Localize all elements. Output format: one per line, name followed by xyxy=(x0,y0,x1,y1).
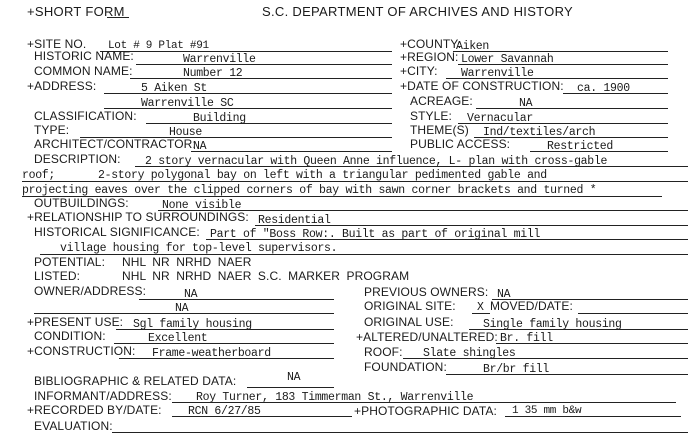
original-site-label: ORIGINAL SITE: xyxy=(364,299,456,313)
listed-label: LISTED: xyxy=(34,269,81,283)
public-access-value: Restricted xyxy=(547,140,614,153)
site-no-line xyxy=(100,51,392,52)
style-label: STYLE: xyxy=(410,109,452,123)
common-name-value: Number 12 xyxy=(183,67,243,80)
altered-label: +ALTERED/UNALTERED: xyxy=(356,330,498,344)
architect-value: NA xyxy=(193,140,207,153)
potential-options: NHL NR NRHD NAER xyxy=(122,255,252,269)
recorded-label: +RECORDED BY/DATE: xyxy=(27,403,162,417)
county-label: +COUNTY: xyxy=(400,37,462,51)
style-value: Vernacular xyxy=(467,112,534,125)
address-line1: 5 Aiken St xyxy=(141,82,208,95)
region-label: +REGION: xyxy=(400,50,459,64)
relationship-line xyxy=(255,225,688,226)
department-title: S.C. DEPARTMENT OF ARCHIVES AND HISTORY xyxy=(262,4,574,19)
foundation-label: FOUNDATION: xyxy=(364,360,447,374)
informant-label: INFORMANT/ADDRESS: xyxy=(34,389,172,403)
classification-value: Building xyxy=(193,112,246,125)
region-line xyxy=(458,64,668,65)
historic-name-label: HISTORIC NAME: xyxy=(34,49,134,63)
evaluation-line xyxy=(112,432,688,433)
county-line xyxy=(453,51,668,52)
type-label: TYPE: xyxy=(34,123,70,137)
address-label: +ADDRESS: xyxy=(27,79,97,93)
outbuildings-label: OUTBUILDINGS: xyxy=(34,196,129,210)
acreage-value: NA xyxy=(519,97,533,110)
original-use-value: Single family housing xyxy=(483,318,622,331)
altered-line xyxy=(496,343,688,344)
roof-line xyxy=(403,358,688,359)
present-use-line xyxy=(116,329,334,330)
relationship-label: +RELATIONSHIP TO SURROUNDINGS: xyxy=(27,210,249,224)
historical-line2: village housing for top-level supervisors. xyxy=(60,242,338,255)
construction-label: +CONSTRUCTION: xyxy=(27,344,136,358)
date-value: ca. 1900 xyxy=(577,82,630,95)
moved-date-line xyxy=(578,313,688,314)
photographic-value: 1 35 mm b&w xyxy=(512,405,582,417)
region-value: Lower Savannah xyxy=(461,53,554,66)
historical-line1: Part of "Boss Row:. Built as part of original mill xyxy=(210,228,541,241)
common-name-line xyxy=(130,78,392,79)
description-line1-rule xyxy=(135,166,688,167)
city-value: Warrenville xyxy=(461,67,534,80)
condition-line xyxy=(114,343,334,344)
classification-line xyxy=(146,123,392,124)
recorded-line xyxy=(172,416,352,417)
description-line3: projecting eaves over the clipped corners of bay with sawn corner brackets and turned * xyxy=(22,184,597,197)
original-site-mark: X xyxy=(477,301,484,314)
photographic-label: +PHOTOGRAPHIC DATA: xyxy=(354,404,497,418)
present-use-value: Sgl family housing xyxy=(133,318,252,331)
altered-value: Br. fill xyxy=(500,332,553,345)
acreage-label: ACREAGE: xyxy=(410,94,473,108)
previous-owners-value: NA xyxy=(497,288,511,301)
owner-value1: NA xyxy=(184,288,198,301)
bibliographic-line xyxy=(247,387,334,388)
informant-value: Roy Turner, 183 Timmerman St., Warrenville xyxy=(196,391,474,404)
style-line xyxy=(458,123,668,124)
previous-owners-label: PREVIOUS OWNERS: xyxy=(364,285,489,299)
present-use-label: +PRESENT USE: xyxy=(27,315,124,329)
owner-value2: NA xyxy=(175,302,189,315)
bibliographic-label: BIBLIOGRAPHIC & RELATED DATA: xyxy=(34,374,237,388)
foundation-line xyxy=(446,374,688,375)
recorded-value: RCN 6/27/85 xyxy=(188,405,261,418)
historical-line1-rule xyxy=(206,239,688,240)
listed-options: NHL NR NRHD NAER S.C. MARKER PROGRAM xyxy=(122,269,410,283)
original-use-label: ORIGINAL USE: xyxy=(364,315,454,329)
relationship-value: Residential xyxy=(258,214,331,227)
site-no-label: +SITE NO. xyxy=(27,37,87,51)
historic-name-line xyxy=(136,64,392,65)
theme-value: Ind/textiles/arch xyxy=(483,126,596,139)
short-form-label: +SHORT FORM xyxy=(27,4,125,19)
construction-value: Frame-weatherboard xyxy=(152,347,271,360)
public-access-line xyxy=(530,151,668,152)
owner-label: OWNER/ADDRESS: xyxy=(34,284,147,298)
architect-line xyxy=(191,151,392,152)
description-label: DESCRIPTION: xyxy=(34,152,121,166)
original-site-line xyxy=(472,313,490,314)
evaluation-label: EVALUATION: xyxy=(34,419,113,433)
potential-label: POTENTIAL: xyxy=(34,255,106,269)
date-label: +DATE OF CONSTRUCTION: xyxy=(400,79,564,93)
historic-name-value: Warrenville xyxy=(183,53,256,66)
common-name-label: COMMON NAME: xyxy=(34,64,133,78)
public-access-label: PUBLIC ACCESS: xyxy=(410,137,511,151)
informant-line xyxy=(172,402,676,403)
description-line2: 2-story polygonal bay on left with a triangular pedimented gable and xyxy=(98,169,547,182)
condition-value: Excellent xyxy=(148,332,208,345)
moved-date-label: MOVED/DATE: xyxy=(490,299,573,313)
roof-value: Slate shingles xyxy=(423,347,516,360)
short-form-line xyxy=(107,17,129,18)
foundation-value: Br/br fill xyxy=(483,363,550,376)
owner-line2 xyxy=(34,313,334,314)
address-line1-rule xyxy=(104,93,392,94)
original-use-line xyxy=(469,329,688,330)
bibliographic-value: NA xyxy=(287,371,301,384)
description-line1: 2 story vernacular with Queen Anne influence, L- plan with cross-gable xyxy=(145,155,608,168)
city-label: +CITY: xyxy=(400,64,438,78)
owner-line1 xyxy=(139,299,334,300)
roof-label: ROOF: xyxy=(364,345,403,359)
description-roof-prefix: roof; xyxy=(22,169,56,182)
classification-label: CLASSIFICATION: xyxy=(34,109,137,123)
historical-label: HISTORICAL SIGNIFICANCE: xyxy=(34,225,200,239)
description-line2-rule xyxy=(22,181,688,182)
type-value: House xyxy=(169,126,203,139)
date-line xyxy=(563,93,668,94)
photographic-line xyxy=(505,416,681,417)
county-value: Aiken xyxy=(456,40,490,53)
architect-label: ARCHITECT/CONTRACTOR: xyxy=(34,137,196,151)
construction-line xyxy=(119,358,334,359)
condition-label: CONDITION: xyxy=(34,329,106,343)
address-line2: Warrenville SC xyxy=(141,97,234,110)
theme-label: THEME(S) xyxy=(410,123,469,137)
site-no-value: Lot # 9 Plat #91 xyxy=(108,40,209,52)
outbuildings-value: None visible xyxy=(162,199,242,212)
address-line2-rule xyxy=(104,108,392,109)
acreage-line xyxy=(476,108,668,109)
